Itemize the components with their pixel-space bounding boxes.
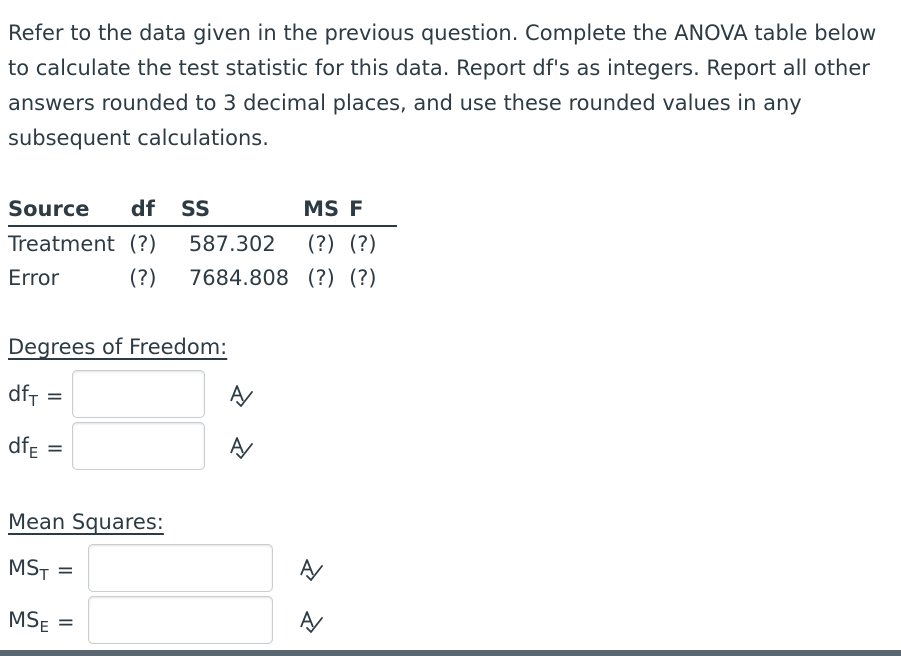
df-e-row: [8, 422, 308, 474]
header-ss: SS: [171, 195, 303, 226]
ms-e-input[interactable]: [88, 596, 273, 644]
header-ms: MS: [303, 195, 349, 226]
df-e-label: $df_E$: [8, 434, 39, 462]
row-ms: (?): [307, 266, 335, 290]
row-df: (?): [129, 232, 157, 256]
table-row: [8, 226, 397, 261]
ms-t-row: [8, 544, 368, 596]
row-f: (?): [349, 266, 377, 290]
bottom-bar: [0, 650, 901, 656]
ms-e-equals: =: [56, 610, 75, 634]
row-source: Treatment: [8, 232, 115, 256]
ms-t-label: $MS_T$: [8, 556, 49, 584]
ms-t-input[interactable]: [88, 544, 273, 592]
header-df: df: [123, 195, 171, 226]
row-ss: 7684.808: [188, 266, 290, 290]
header-f: F: [349, 195, 397, 226]
df-t-equals: =: [45, 384, 64, 408]
ms-e-row: [8, 596, 368, 648]
df-e-equals: =: [46, 436, 64, 460]
spell-check-icon[interactable]: [228, 382, 254, 408]
df-t-label: $df_T$: [8, 382, 38, 410]
ms-t-equals: =: [56, 558, 75, 582]
row-df: (?): [129, 266, 157, 290]
ms-e-label: $MS_E$: [8, 608, 49, 636]
spell-check-icon[interactable]: [228, 434, 254, 460]
row-f: (?): [349, 232, 377, 256]
df-t-input[interactable]: [72, 370, 205, 418]
anova-header-row: [8, 195, 397, 226]
spell-check-icon[interactable]: [298, 608, 324, 634]
df-e-input[interactable]: [72, 422, 205, 470]
mean-squares-title: Mean Squares:: [8, 510, 164, 534]
row-source: Error: [8, 266, 60, 290]
anova-table: [8, 195, 397, 295]
df-t-row: [8, 370, 308, 422]
question-text: Refer to the data given in the previous question. Complete the ANOVA table below to calculate the test statistic for this data. Report df's as integers. Report all other answers rounded to 3 decimal places, and use these rounded values in any subsequent calculations.: [8, 21, 877, 150]
spell-check-icon[interactable]: [298, 556, 324, 582]
table-row: [8, 261, 397, 295]
row-ss: 587.302: [188, 232, 276, 256]
degrees-of-freedom-title: Degrees of Freedom:: [8, 335, 228, 359]
header-source: Source: [8, 195, 123, 226]
row-ms: (?): [307, 232, 335, 256]
